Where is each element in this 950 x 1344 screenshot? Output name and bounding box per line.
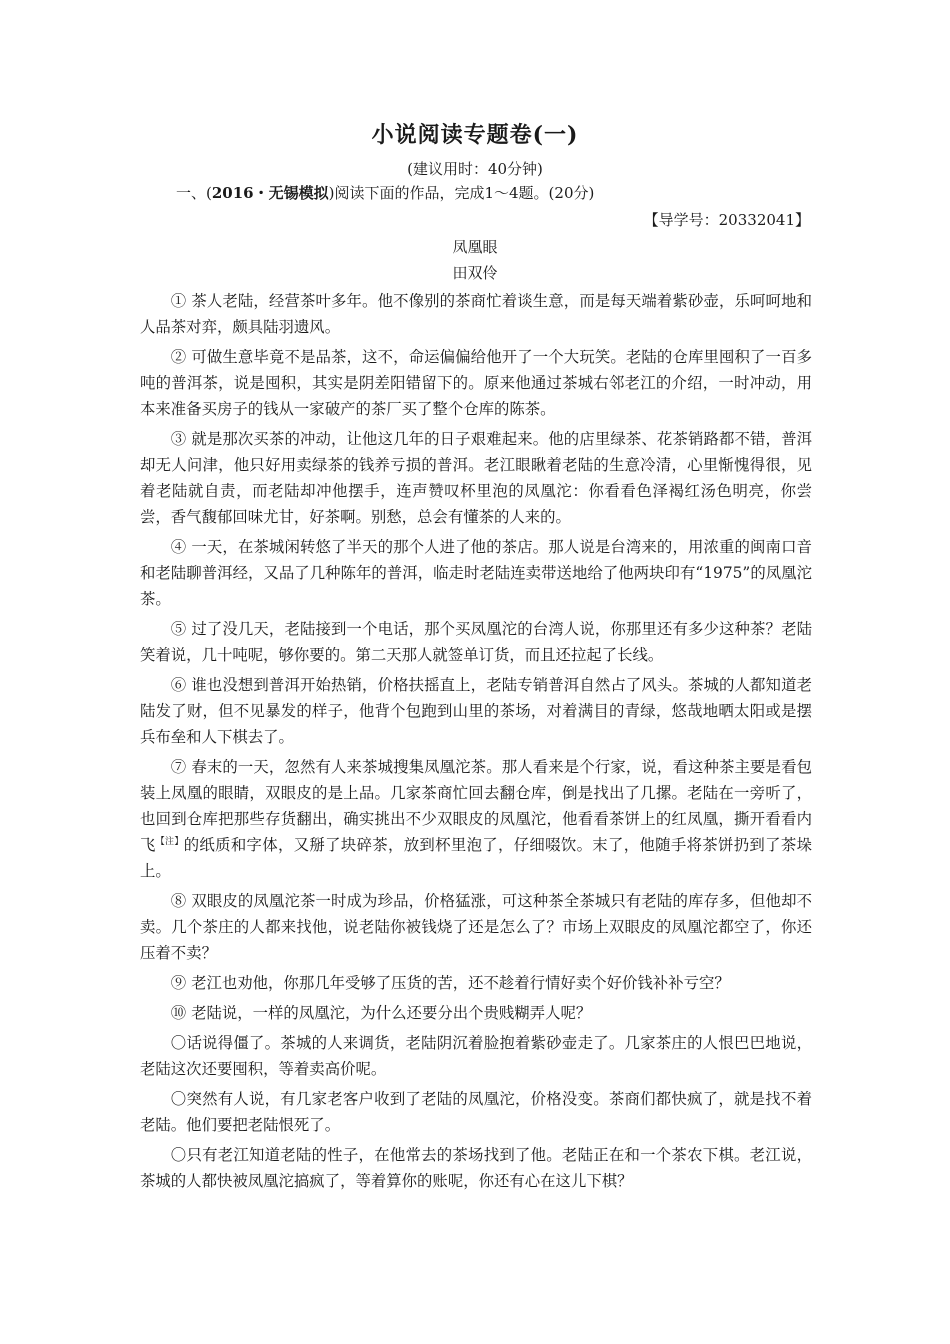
story-title: 凤凰眼 xyxy=(452,238,498,256)
question-prefix: 一、( xyxy=(176,184,212,202)
paragraph-12: 〇突然有人说，有几家老客户收到了老陆的凤凰沱，价格没变。茶商们都快疯了，就是找不着老陆。他们要把老陆恨死了。 xyxy=(140,1090,812,1134)
paragraph-13: 〇只有老江知道老陆的性子，在他常去的茶场找到了他。老陆正在和一个茶农下棋。老江说，茶城的人都快被凤凰沱搞疯了，等着算你的账呢，你还有心在这儿下棋？ xyxy=(140,1146,812,1190)
time-hint: (建议用时：40分钟) xyxy=(407,160,543,178)
guide-number: 【导学号：20332041】 xyxy=(643,211,810,229)
paragraph-4: ④ 一天，在茶城闲转悠了半天的那个人进了他的茶店。那人说是台湾来的，用浓重的闽南口音和老陆聊普洱经，又品了几种陈年的普洱，临走时老陆连卖带送地给了他两块印有“1975”的凤凰沱茶。 xyxy=(140,538,812,608)
paragraph-8: ⑧ 双眼皮的凤凰沱茶一时成为珍品，价格猛涨，可这种茶全茶城只有老陆的库存多，但他却不卖。几个茶庄的人都来找他，说老陆你被钱烧了还是怎么了？市场上双眼皮的凤凰沱都空了，你还压着不卖？ xyxy=(140,892,812,962)
paragraph-7-part-2: 的纸质和字体，又掰了块碎茶，放到杯里泡了，仔细啜饮。末了，他随手将茶饼扔到了茶垛上。 xyxy=(140,836,812,880)
paragraph-1: ① 茶人老陆，经营茶叶多年。他不像别的茶商忙着谈生意，而是每天端着紫砂壶，乐呵呵地和人品茶对弈，颇具陆羽遗风。 xyxy=(140,292,812,336)
question-instructions: )阅读下面的作品，完成1～4题。(20分) xyxy=(328,184,595,202)
question-source: 2016・无锡模拟 xyxy=(211,184,329,202)
paragraph-11: 〇话说得僵了。茶城的人来调货，老陆阴沉着脸抱着紫砂壶走了。几家茶庄的人恨巴巴地说，老陆这次还要囤积，等着卖高价呢。 xyxy=(140,1034,812,1078)
paragraph-2: ② 可做生意毕竟不是品茶，这不，命运偏偏给他开了一个大玩笑。老陆的仓库里囤积了一百多吨的普洱茶，说是囤积，其实是阴差阳错留下的。原来他通过茶城右邻老江的介绍，一时冲动，用本来准备买房子的钱从一家破产的茶厂买了整个仓库的陈茶。 xyxy=(140,348,812,418)
paragraph-7-part-1: ⑦ 春末的一天，忽然有人来茶城搜集凤凰沱茶。那人看来是个行家，说，看这种茶主要是看包装上凤凰的眼睛，双眼皮的是上品。几家茶商忙回去翻仓库，倒是找出了几摞。老陆在一旁听了，也回到仓库把那些存货翻出，确实挑出不少双眼皮的凤凰沱，他看看茶饼上的红凤凰，撕开看看内飞 xyxy=(140,758,812,854)
paragraph-3: ③ 就是那次买茶的冲动，让他这几年的日子艰难起来。他的店里绿茶、花茶销路都不错，普洱却无人问津，他只好用卖绿茶的钱养亏损的普洱。老江眼瞅着老陆的生意冷清，心里惭愧得很，见着老陆就自责，而老陆却冲他摆手，连声赞叹杯里泡的凤凰沱：你看看色泽褐红汤色明亮，你尝尝，香气馥郁回味尤甘，好茶啊。别愁，总会有懂茶的人来的。 xyxy=(140,430,812,526)
question-heading xyxy=(176,182,594,203)
story-body xyxy=(140,288,812,1198)
paragraph-9: ⑨ 老江也劝他，你那几年受够了压货的苦，还不趁着行情好卖个好价钱补补亏空？ xyxy=(170,974,730,992)
paragraph-7 xyxy=(140,754,812,884)
footnote-marker: 【注】 xyxy=(155,836,184,847)
page-title: 小说阅读专题卷(一) xyxy=(371,122,579,148)
paragraph-6: ⑥ 谁也没想到普洱开始热销，价格扶摇直上，老陆专销普洱自然占了风头。茶城的人都知道老陆发了财，但不见暴发的样子，他背个包跑到山里的茶场，对着满目的青绿，悠哉地晒太阳或是摆兵布垒和人下棋去了。 xyxy=(140,676,812,746)
story-author: 田双伶 xyxy=(452,264,498,282)
paragraph-10: ⑩ 老陆说，一样的凤凰沱，为什么还要分出个贵贱糊弄人呢？ xyxy=(170,1004,592,1022)
paragraph-5: ⑤ 过了没几天，老陆接到一个电话，那个买凤凰沱的台湾人说，你那里还有多少这种茶？老陆笑着说，几十吨呢，够你要的。第二天那人就签单订货，而且还拉起了长线。 xyxy=(140,620,812,664)
